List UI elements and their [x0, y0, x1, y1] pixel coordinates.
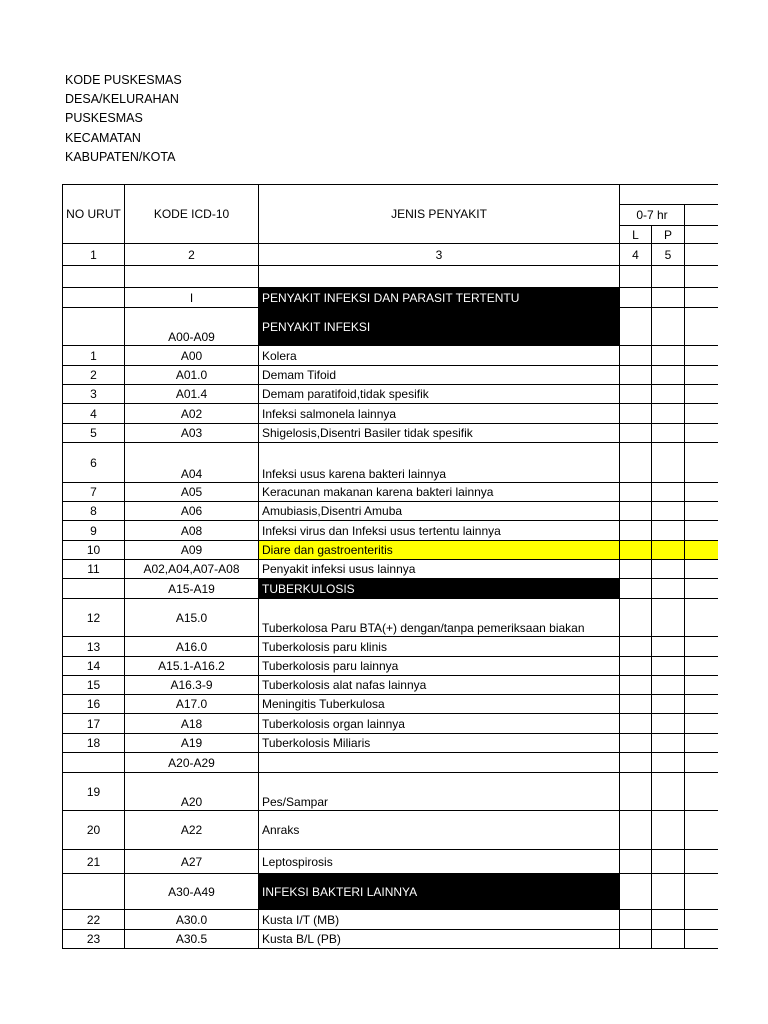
table-row — [63, 502, 718, 521]
row-code: A19 — [125, 734, 259, 753]
row-code: A16.3-9 — [125, 676, 259, 695]
row-disease: Amubiasis,Disentri Amuba — [259, 502, 620, 521]
row-code: A06 — [125, 502, 259, 521]
row-code: A15.0 — [125, 599, 259, 637]
col-header-p: P — [652, 226, 685, 244]
row-code: A01.4 — [125, 385, 259, 404]
header-row-top — [63, 185, 718, 205]
cell-blank — [685, 226, 718, 244]
label-kabupaten-kota: KABUPATEN/KOTA — [65, 149, 176, 164]
row-code: A01.0 — [125, 366, 259, 385]
col-header-jenis: JENIS PENYAKIT — [259, 185, 620, 244]
row-disease: Kusta I/T (MB) — [259, 910, 620, 930]
table-row-highlighted — [63, 541, 718, 560]
row-code: A05 — [125, 483, 259, 502]
row-disease: Tuberkolosis paru lainnya — [259, 657, 620, 676]
row-no: 15 — [63, 676, 125, 695]
table-row — [63, 483, 718, 502]
table-row — [63, 695, 718, 714]
table-row — [63, 714, 718, 734]
label-kecamatan: KECAMATAN — [65, 130, 141, 145]
row-disease: Infeksi salmonela lainnya — [259, 404, 620, 424]
row-code: A00 — [125, 346, 259, 366]
table-row — [63, 424, 718, 443]
table-row — [63, 930, 718, 949]
section-title: TUBERKULOSIS — [259, 579, 620, 599]
table-row — [63, 366, 718, 385]
table-row — [63, 734, 718, 753]
row-code: A17.0 — [125, 695, 259, 714]
disease-table — [62, 184, 718, 949]
row-code: A15.1-A16.2 — [125, 657, 259, 676]
row-disease: Tuberkolosis Miliaris — [259, 734, 620, 753]
table-row — [63, 637, 718, 657]
row-disease: Kusta B/L (PB) — [259, 930, 620, 949]
row-no: 16 — [63, 695, 125, 714]
row-no: 8 — [63, 502, 125, 521]
row-disease: Pes/Sampar — [259, 773, 620, 811]
row-code: A02,A04,A07-A08 — [125, 560, 259, 579]
section-row — [63, 308, 718, 346]
section-code: A30-A49 — [125, 874, 259, 910]
row-no: 3 — [63, 385, 125, 404]
section-title: PENYAKIT INFEKSI DAN PARASIT TERTENTU — [259, 288, 620, 308]
row-no: 5 — [63, 424, 125, 443]
row-disease: Tuberkolosis organ lainnya — [259, 714, 620, 734]
section-title: PENYAKIT INFEKSI — [259, 308, 620, 346]
table-row — [63, 560, 718, 579]
row-no: 18 — [63, 734, 125, 753]
col-header-no-urut: NO URUT — [63, 185, 125, 244]
row-disease: Infeksi usus karena bakteri lainnya — [259, 443, 620, 483]
row-disease: Meningitis Tuberkulosa — [259, 695, 620, 714]
row-disease: Demam paratifoid,tidak spesifik — [259, 385, 620, 404]
table-row — [63, 443, 718, 483]
row-code: A22 — [125, 811, 259, 850]
row-code: A20 — [125, 773, 259, 811]
row-disease: Kolera — [259, 346, 620, 366]
section-row — [63, 288, 718, 308]
column-number-row — [63, 244, 718, 266]
col-header-kode: KODE ICD-10 — [125, 185, 259, 244]
col-header-age-group: 0-7 hr — [620, 205, 685, 226]
section-code: A15-A19 — [125, 579, 259, 599]
table-row — [63, 346, 718, 366]
label-desa-kelurahan: DESA/KELURAHAN — [65, 92, 179, 107]
row-no: 23 — [63, 930, 125, 949]
row-disease: Shigelosis,Disentri Basiler tidak spesifik — [259, 424, 620, 443]
row-code: A16.0 — [125, 637, 259, 657]
row-no: 12 — [63, 599, 125, 637]
row-code: A30.0 — [125, 910, 259, 930]
blank-row — [63, 266, 718, 288]
row-no: 9 — [63, 521, 125, 541]
table-row — [63, 811, 718, 850]
row-disease: Tuberkolosis paru klinis — [259, 637, 620, 657]
section-row — [63, 874, 718, 910]
section-row — [63, 753, 718, 773]
row-code: A18 — [125, 714, 259, 734]
row-no: 7 — [63, 483, 125, 502]
row-disease: Tuberkolosis alat nafas lainnya — [259, 676, 620, 695]
row-disease: Anraks — [259, 811, 620, 850]
col-number: 3 — [259, 244, 620, 266]
row-code: A03 — [125, 424, 259, 443]
row-no: 21 — [63, 850, 125, 874]
row-disease: Demam Tifoid — [259, 366, 620, 385]
row-code: A27 — [125, 850, 259, 874]
row-code: A09 — [125, 541, 259, 560]
row-disease: Diare dan gastroenteritis — [259, 541, 620, 560]
col-header-l: L — [620, 226, 652, 244]
table-row — [63, 599, 718, 637]
row-no: 4 — [63, 404, 125, 424]
row-disease: Keracunan makanan karena bakteri lainnya — [259, 483, 620, 502]
col-number: 1 — [63, 244, 125, 266]
row-no: 2 — [63, 366, 125, 385]
row-no: 20 — [63, 811, 125, 850]
section-row — [63, 579, 718, 599]
row-no: 17 — [63, 714, 125, 734]
section-code: A00-A09 — [125, 308, 259, 346]
row-code: A08 — [125, 521, 259, 541]
row-no: 13 — [63, 637, 125, 657]
col-number: 2 — [125, 244, 259, 266]
row-no: 11 — [63, 560, 125, 579]
row-code: A30.5 — [125, 930, 259, 949]
table-row — [63, 850, 718, 874]
cell-blank — [685, 244, 718, 266]
table-row — [63, 676, 718, 695]
header-blank — [620, 185, 718, 205]
row-no: 1 — [63, 346, 125, 366]
table-row — [63, 773, 718, 811]
section-title — [259, 753, 620, 773]
row-no: 22 — [63, 910, 125, 930]
section-title: INFEKSI BAKTERI LAINNYA — [259, 874, 620, 910]
row-disease: Penyakit infeksi usus lainnya — [259, 560, 620, 579]
row-no: 6 — [63, 443, 125, 483]
row-code: A04 — [125, 443, 259, 483]
row-disease: Leptospirosis — [259, 850, 620, 874]
report-header — [65, 71, 182, 167]
row-disease: Tuberkolosa Paru BTA(+) dengan/tanpa pemeriksaan biakan — [259, 599, 620, 637]
col-number: 5 — [652, 244, 685, 266]
label-puskesmas: PUSKESMAS — [65, 111, 143, 126]
row-code: A02 — [125, 404, 259, 424]
table-row — [63, 657, 718, 676]
row-no: 10 — [63, 541, 125, 560]
table-row — [63, 521, 718, 541]
label-kode-puskesmas: KODE PUSKESMAS — [65, 73, 182, 87]
section-code: A20-A29 — [125, 753, 259, 773]
col-number: 4 — [620, 244, 652, 266]
row-disease: Infeksi virus dan Infeksi usus tertentu lainnya — [259, 521, 620, 541]
row-no: 19 — [63, 773, 125, 811]
table-row — [63, 910, 718, 930]
table-row — [63, 404, 718, 424]
section-code: I — [125, 288, 259, 308]
row-no: 14 — [63, 657, 125, 676]
table-row — [63, 385, 718, 404]
cell-blank — [685, 205, 718, 226]
